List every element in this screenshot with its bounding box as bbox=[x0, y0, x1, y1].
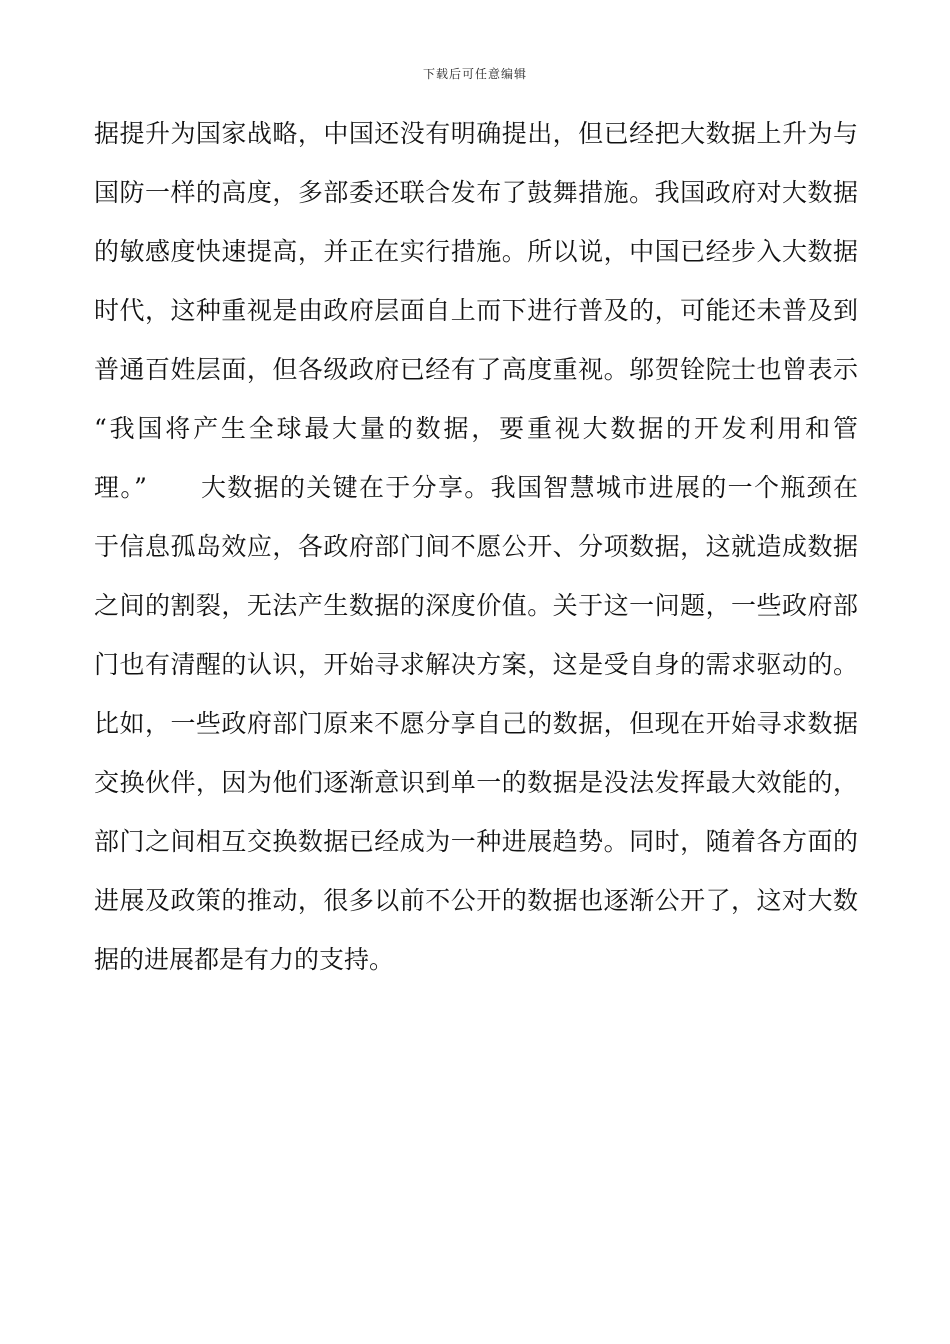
text-line: 国防一样的高度，多部委还联合发布了鼓舞措施。我国政府对大数据 bbox=[94, 178, 858, 207]
text-line: 进展及政策的推动，很多以前不公开的数据也逐渐公开了，这对大数 bbox=[94, 886, 858, 915]
text-line: “我国将产生全球最大量的数据，要重视大数据的开发利用和管 bbox=[94, 414, 858, 443]
text-line: 时代，这种重视是由政府层面自上而下进行普及的，可能还未普及到 bbox=[94, 296, 858, 325]
text-line: 之间的割裂，无法产生数据的深度价值。关于这一问题，一些政府部 bbox=[94, 591, 858, 620]
text-line: 据的进展都是有力的支持。 bbox=[94, 945, 395, 974]
text-line: 理。” 大数据的关键在于分享。我国智慧城市进展的一个瓶颈在 bbox=[94, 473, 858, 502]
text-line: 普通百姓层面，但各级政府已经有了高度重视。邬贺铨院士也曾表示 bbox=[94, 355, 858, 384]
text-line: 交换伙伴，因为他们逐渐意识到单一的数据是没法发挥最大效能的， bbox=[94, 768, 858, 797]
body-text bbox=[94, 104, 858, 989]
text-line: 的敏感度快速提高，并正在实行措施。所以说，中国已经步入大数据 bbox=[94, 237, 858, 266]
text-line: 比如，一些政府部门原来不愿分享自己的数据，但现在开始寻求数据 bbox=[94, 709, 858, 738]
page-header: 下载后可任意编辑 bbox=[422, 67, 527, 81]
text-line: 门也有清醒的认识，开始寻求解决方案，这是受自身的需求驱动的。 bbox=[94, 650, 858, 679]
text-line: 于信息孤岛效应，各政府部门间不愿公开、分项数据，这就造成数据 bbox=[94, 532, 858, 561]
text-line: 据提升为国家战略，中国还没有明确提出，但已经把大数据上升为与 bbox=[94, 119, 858, 148]
text-line: 部门之间相互交换数据已经成为一种进展趋势。同时，随着各方面的 bbox=[94, 827, 858, 856]
